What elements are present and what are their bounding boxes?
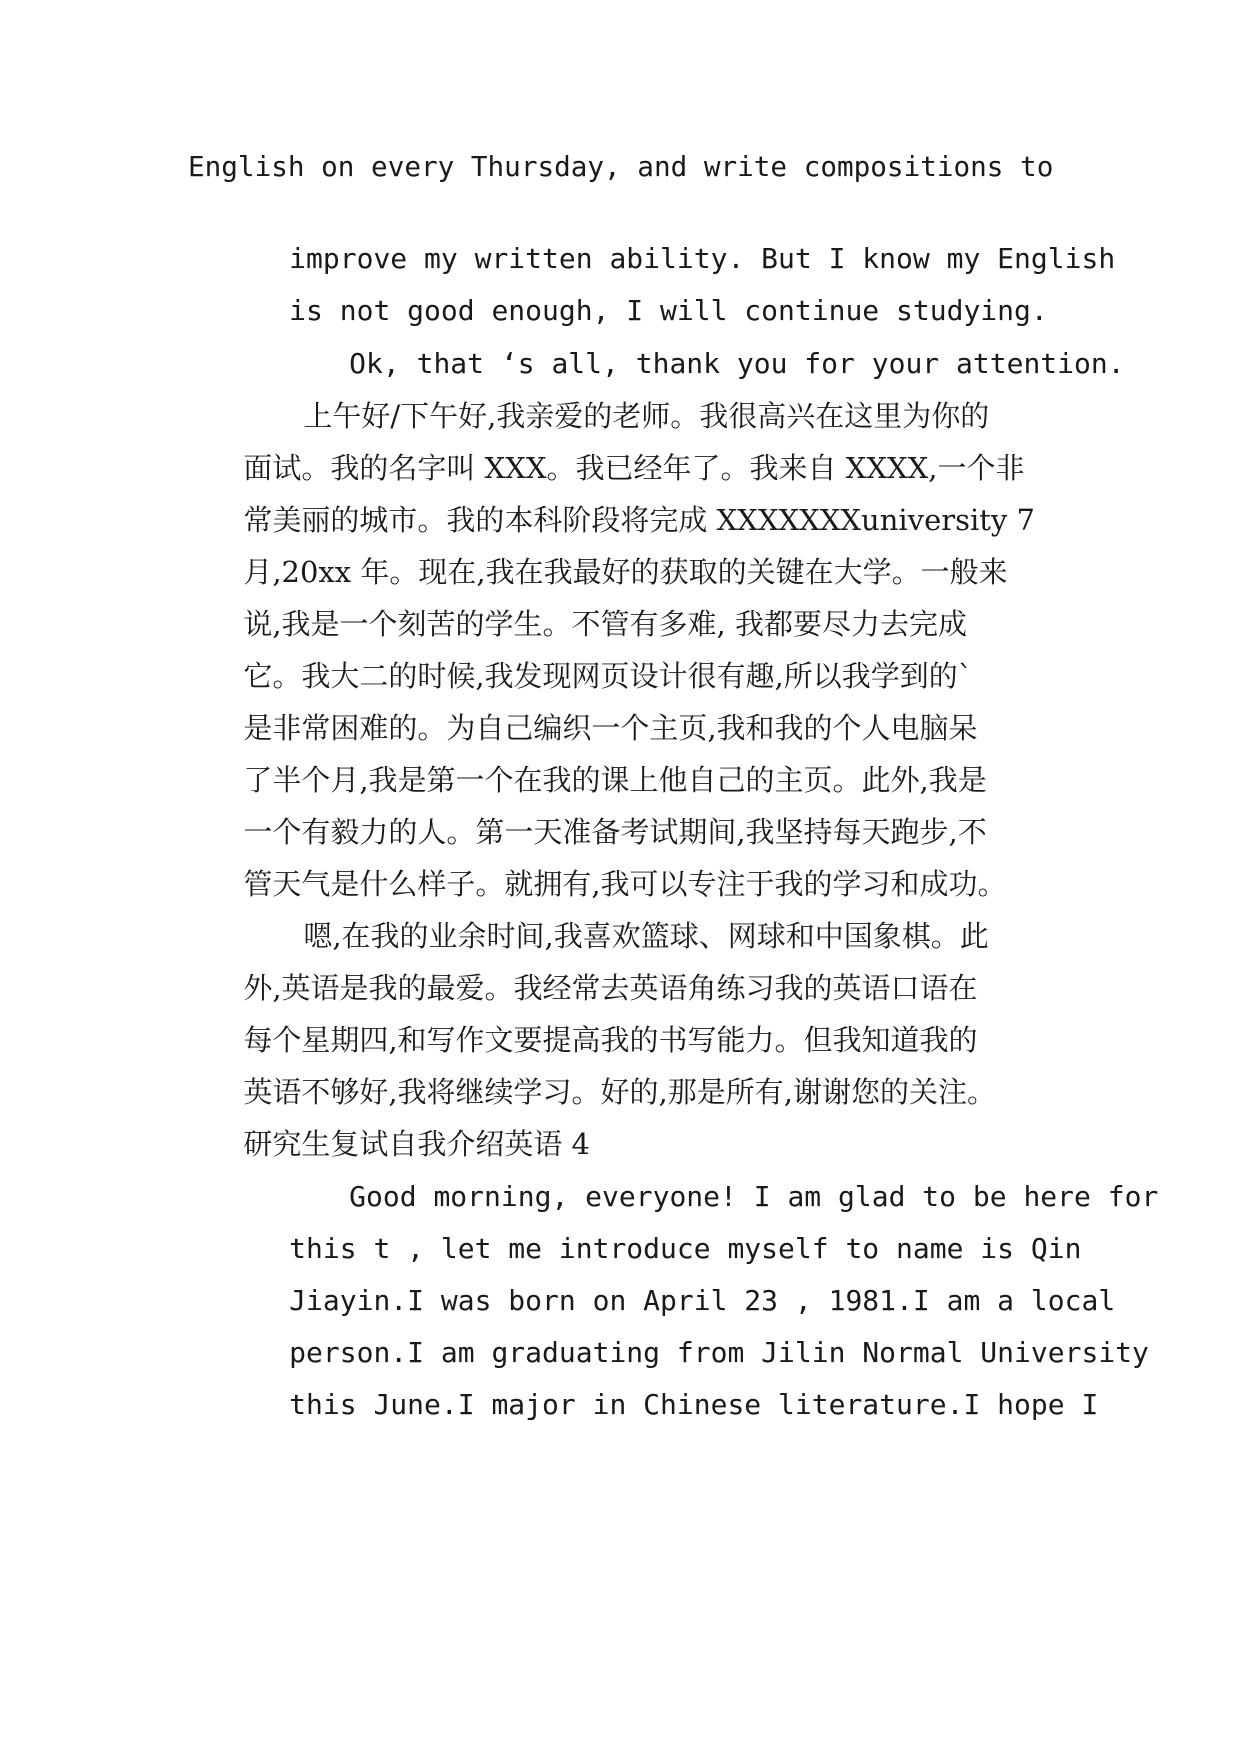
paragraph-line — [188, 824, 1007, 901]
paragraph-line — [188, 199, 1116, 275]
paragraph-line — [188, 1032, 996, 1109]
heading-text: 研究生复试自我介绍英语 4 — [243, 1127, 590, 1161]
paragraph-line — [188, 1189, 1082, 1265]
text-line: 每个星期四,和写作文要提高我的书写能力。但我知道我的 — [243, 1023, 978, 1057]
text-line: 一个有毅力的人。第一天准备考试期间,我坚持每天跑步,不 — [243, 815, 987, 849]
text-line: improve my written ability. But I know my English — [289, 242, 1116, 275]
text-line: 了半个月,我是第一个在我的课上他自己的主页。此外,我是 — [243, 763, 987, 797]
text-line: Jiayin.I was born on April 23 , 1981.I am a local — [289, 1284, 1116, 1317]
text-line: 嗯,在我的业余时间,我喜欢篮球、网球和中国象棋。此 — [303, 919, 989, 953]
paragraph-line — [188, 460, 1035, 537]
paragraph-line — [188, 616, 973, 693]
text-line: person.I am graduating from Jilin Normal University — [289, 1336, 1149, 1369]
paragraph-line — [188, 1241, 1116, 1317]
text-line: 它。我大二的时候,我发现网页设计很有趣,所以我学到的` — [243, 659, 973, 693]
paragraph-line — [188, 1345, 1099, 1421]
paragraph-line — [248, 356, 990, 433]
text-line: 常美丽的城市。我的本科阶段将完成 XXXXXXXuniversity 7 — [243, 503, 1035, 537]
paragraph-line — [188, 1293, 1149, 1369]
paragraph-line — [188, 512, 1008, 589]
text-line: 月,20xx 年。现在,我在我最好的获取的关键在大学。一般来 — [243, 555, 1008, 589]
paragraph-line — [188, 668, 978, 745]
paragraph-line — [248, 304, 1125, 380]
text-line: 外,英语是我的最爱。我经常去英语角练习我的英语口语在 — [243, 971, 978, 1005]
text-line: 说,我是一个刻苦的学生。不管有多难, 我都要尽力去完成 — [243, 607, 967, 641]
text-line: this June.I major in Chinese literature.I hope I — [289, 1388, 1099, 1421]
paragraph-line — [248, 876, 989, 953]
text-line: is not good enough, I will continue studying. — [289, 294, 1048, 327]
text-line: 上午好/下午好,我亲爱的老师。我很高兴在这里为你的 — [303, 399, 990, 433]
text-line: 管天气是什么样子。就拥有,我可以专注于我的学习和成功。 — [243, 867, 1007, 901]
paragraph-line — [188, 928, 978, 1005]
text-line: 面试。我的名字叫 XXX。我已经年了。我来自 XXXX,一个非 — [243, 451, 1025, 485]
paragraph-line — [188, 408, 1025, 485]
text-line: this t , let me introduce myself to name is Qin — [289, 1232, 1082, 1265]
paragraph-line — [188, 772, 987, 849]
text-line: 英语不够好,我将继续学习。好的,那是所有,谢谢您的关注。 — [243, 1075, 996, 1109]
text-line: Good morning, everyone! I am glad to be here for — [349, 1180, 1159, 1213]
paragraph-line — [188, 147, 1058, 187]
paragraph-line — [188, 564, 967, 641]
text-line: English on every Thursday, and write compositions to — [188, 150, 1054, 183]
section-heading — [188, 1084, 590, 1161]
text-line: Ok, that ‘s all, thank you for your attention. — [349, 347, 1125, 380]
paragraph-line — [188, 251, 1048, 327]
paragraph-line — [248, 1137, 1159, 1213]
text-line: 是非常困难的。为自己编织一个主页,我和我的个人电脑呆 — [243, 711, 978, 745]
paragraph-line — [188, 720, 987, 797]
paragraph-line — [188, 980, 978, 1057]
